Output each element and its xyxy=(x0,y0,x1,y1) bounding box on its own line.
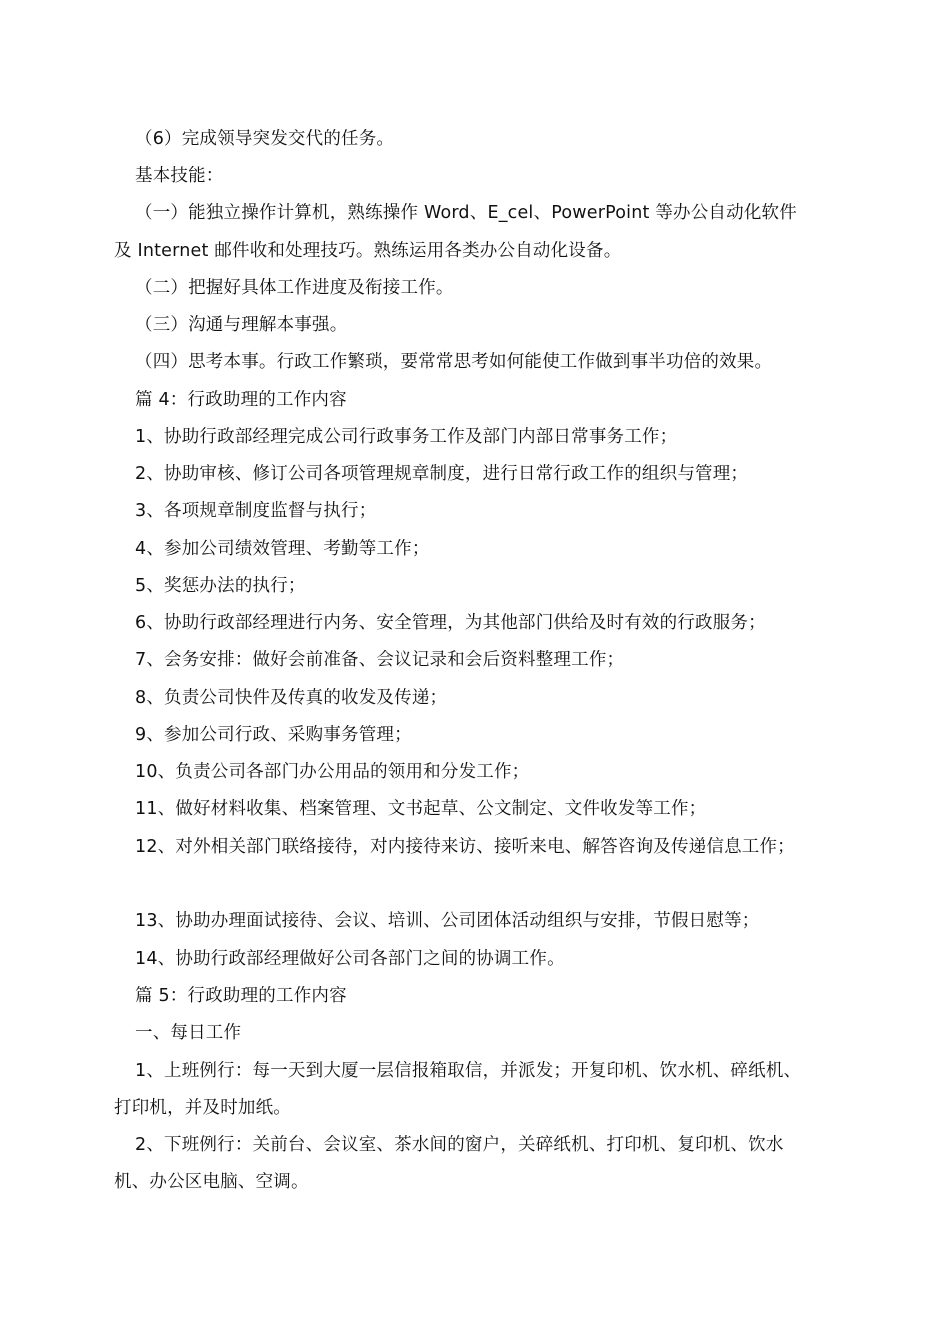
list-item: 11、做好材料收集、档案管理、文书起草、公文制定、文件收发等工作； xyxy=(135,799,707,819)
text-line: 及 Internet 邮件收和处理技巧。熟练运用各类办公自动化设备。 xyxy=(114,241,622,261)
text-line: （四）思考本事。行政工作繁琐，要常常思考如何能使工作做到事半功倍的效果。 xyxy=(135,352,773,372)
list-item: 10、负责公司各部门办公用品的领用和分发工作； xyxy=(135,762,530,782)
list-item: 4、参加公司绩效管理、考勤等工作； xyxy=(135,539,430,559)
text-line: 基本技能： xyxy=(135,166,224,186)
list-item: 9、参加公司行政、采购事务管理； xyxy=(135,725,412,745)
list-item: 12、对外相关部门联络接待，对内接待来访、接听来电、解答咨询及传递信息工作； xyxy=(135,837,795,857)
list-item: 14、协助行政部经理做好公司各部门之间的协调工作。 xyxy=(135,949,565,969)
list-item-continuation: 打印机，并及时加纸。 xyxy=(114,1098,291,1118)
section-heading: 篇 4：行政助理的工作内容 xyxy=(135,390,347,410)
list-item: 1、上班例行：每一天到大厦一层信报箱取信，并派发；开复印机、饮水机、碎纸机、 xyxy=(135,1061,802,1081)
list-item-continuation: 机、办公区电脑、空调。 xyxy=(114,1172,309,1192)
section-heading: 篇 5：行政助理的工作内容 xyxy=(135,986,347,1006)
subsection-heading: 一、每日工作 xyxy=(135,1023,242,1043)
list-item: 13、协助办理面试接待、会议、培训、公司团体活动组织与安排，节假日慰等； xyxy=(135,911,760,931)
text-line: （6）完成领导突发交代的任务。 xyxy=(135,129,395,149)
text-line: （三）沟通与理解本事强。 xyxy=(135,315,348,335)
list-item: 7、会务安排：做好会前准备、会议记录和会后资料整理工作； xyxy=(135,650,625,670)
list-item: 3、各项规章制度监督与执行； xyxy=(135,501,377,521)
list-item: 1、协助行政部经理完成公司行政事务工作及部门内部日常事务工作； xyxy=(135,427,678,447)
text-line: （一）能独立操作计算机，熟练操作 Word、E_cel、PowerPoint 等办公自动化软件 xyxy=(135,203,797,223)
text-line: （二）把握好具体工作进度及衔接工作。 xyxy=(135,278,454,298)
list-item: 8、负责公司快件及传真的收发及传递； xyxy=(135,688,448,708)
list-item: 2、协助审核、修订公司各项管理规章制度，进行日常行政工作的组织与管理； xyxy=(135,464,749,484)
list-item: 6、协助行政部经理进行内务、安全管理，为其他部门供给及时有效的行政服务； xyxy=(135,613,766,633)
list-item: 2、下班例行：关前台、会议室、茶水间的窗户，关碎纸机、打印机、复印机、饮水 xyxy=(135,1135,784,1155)
list-item: 5、奖惩办法的执行； xyxy=(135,576,306,596)
